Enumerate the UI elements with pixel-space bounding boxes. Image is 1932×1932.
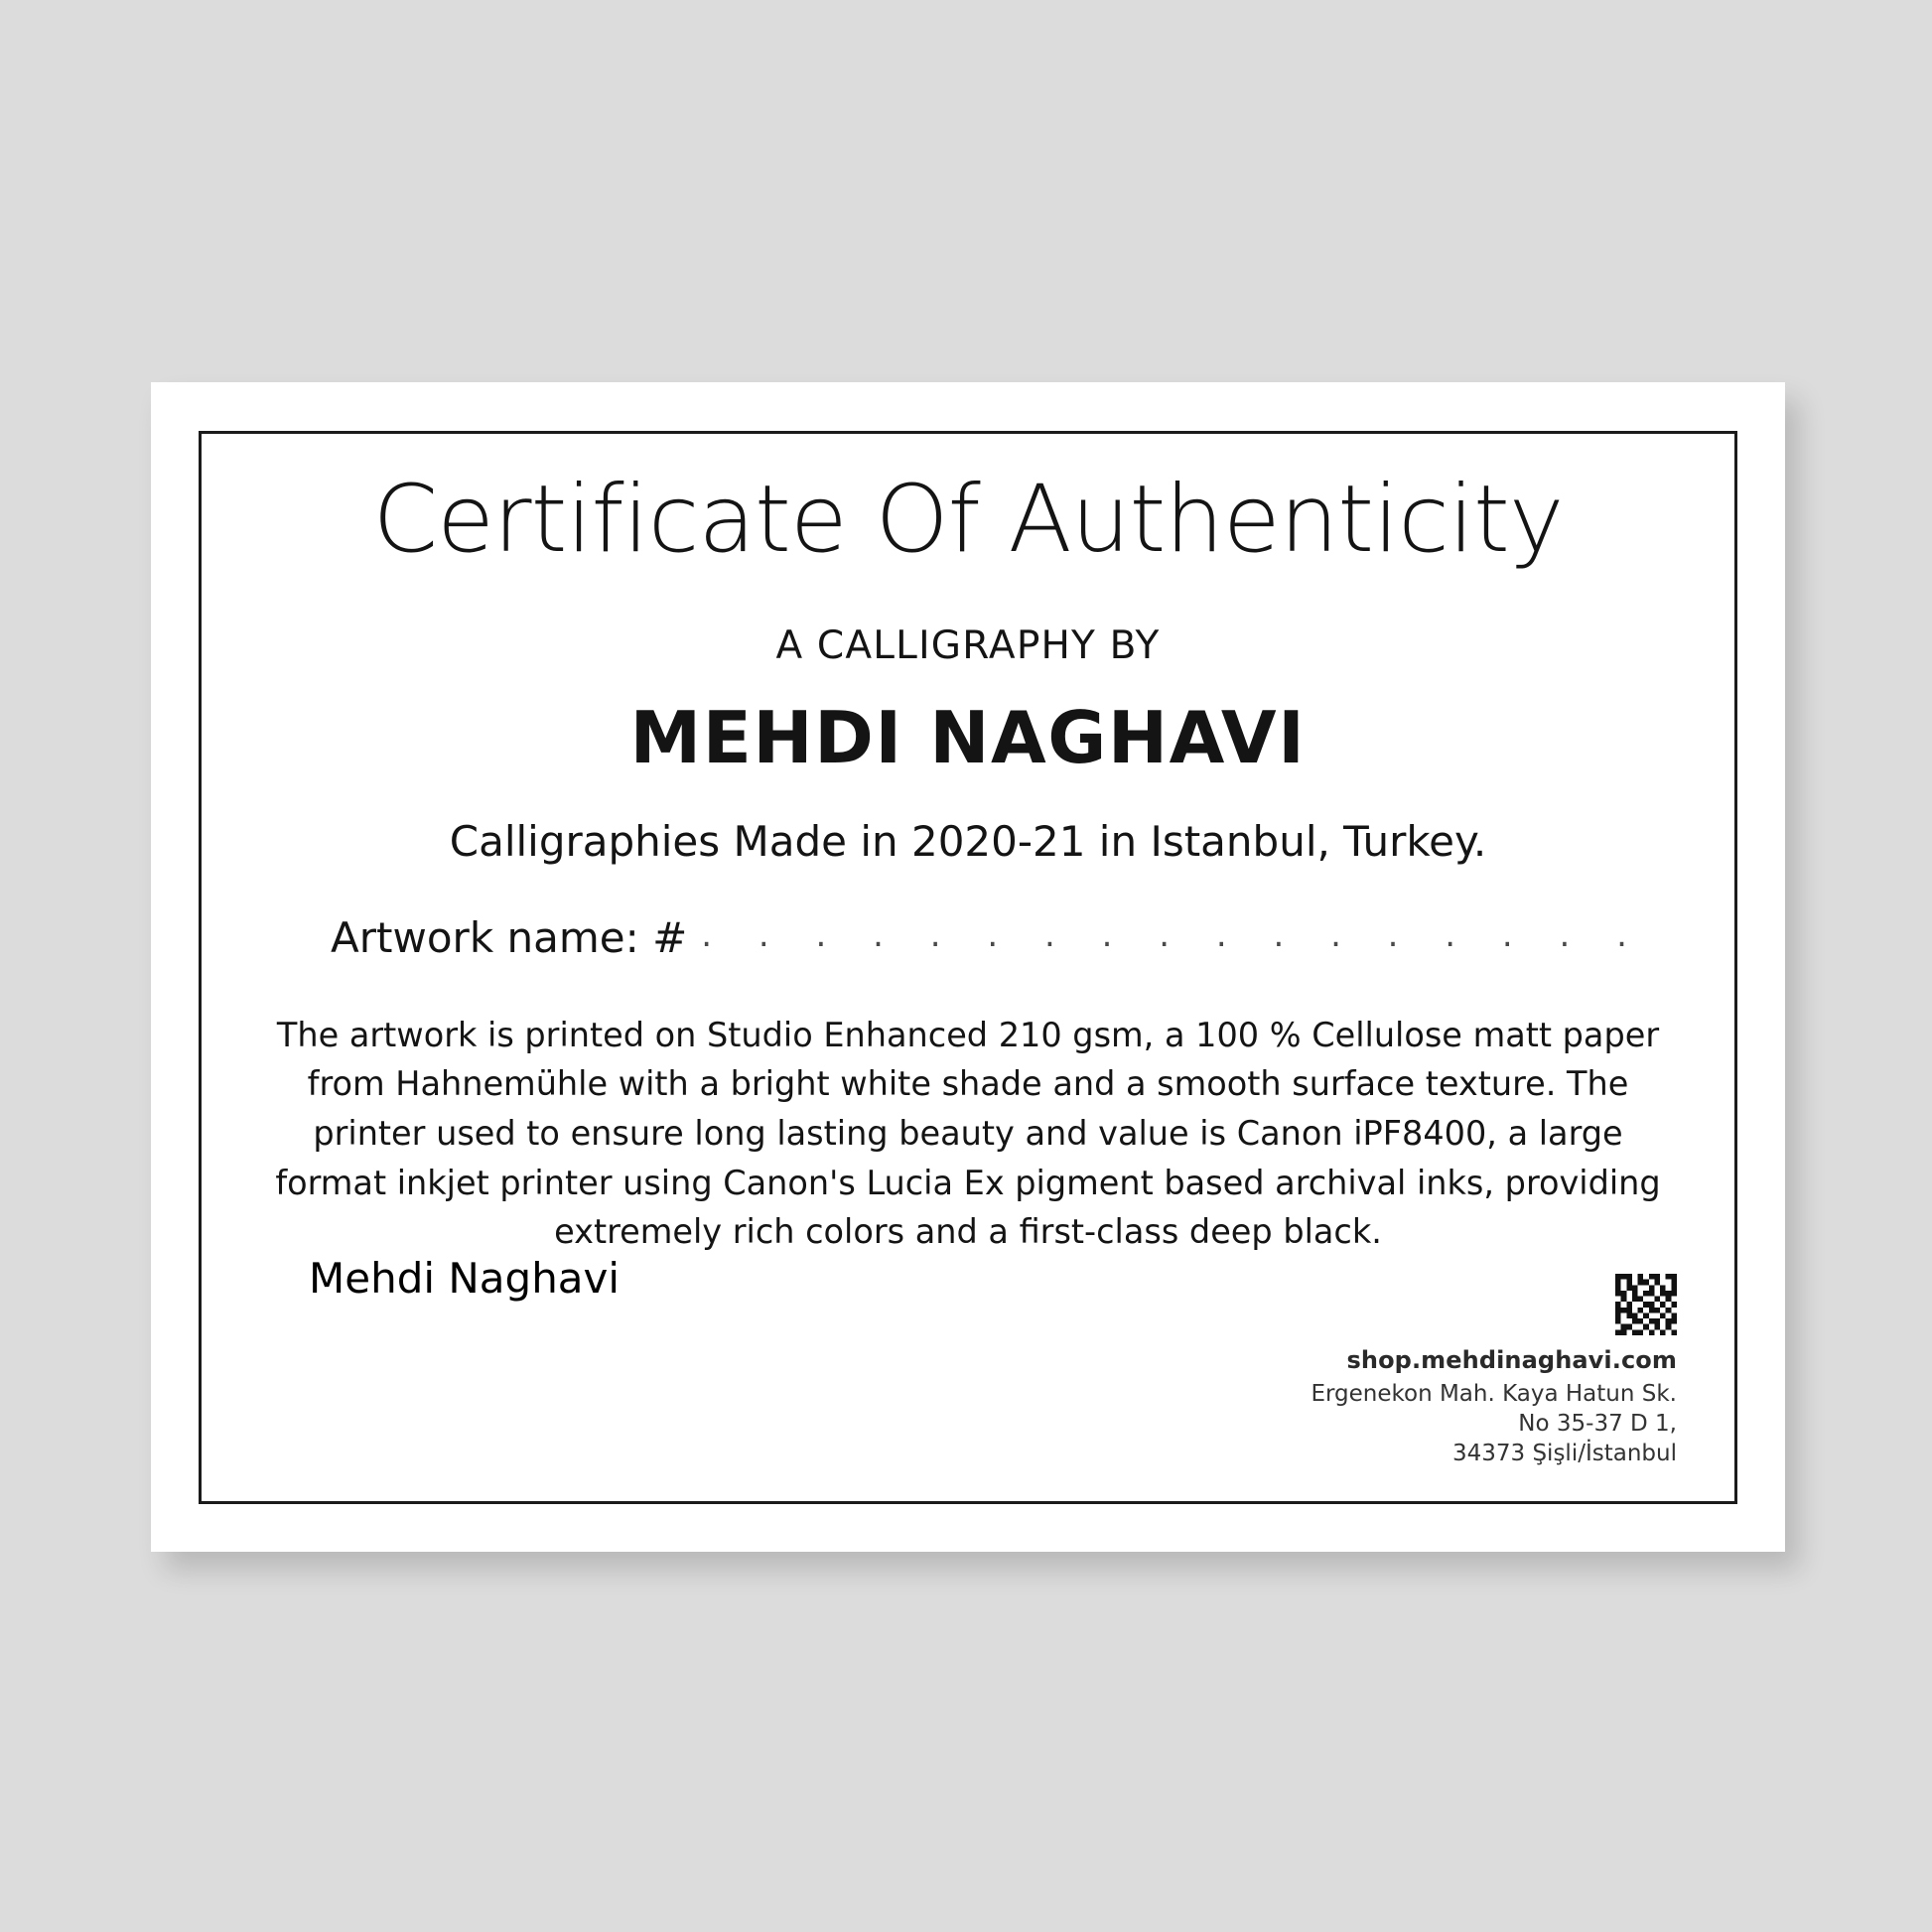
artwork-name-label: Artwork name: # — [331, 912, 688, 962]
artist-name: MEHDI NAGHAVI — [629, 695, 1307, 779]
artwork-name-row — [257, 912, 1679, 962]
artwork-name-blank-line: . . . . . . . . . . . . . . . . . — [701, 914, 1645, 955]
certificate-description: The artwork is printed on Studio Enhanced 210 gsm, a 100 % Cellulose matt paper from Hahnemühle with a bright white shade and a smooth surface texture. The printer used to ensure long lasting beauty and value is Canon iPF8400, a large format inkjet printer using Canon's Lucia Ex pigment based archival inks, providing extremely rich colors and a first-class deep black. — [275, 1015, 1661, 1252]
address-line-2: No 35-37 D 1, — [1518, 1411, 1677, 1438]
certificate-card — [151, 382, 1785, 1552]
certificate-title: Certificate Of Authenticity — [372, 466, 1564, 574]
address-line-3: 34373 Şişli/İstanbul — [1451, 1441, 1677, 1467]
footer-block — [1311, 1274, 1677, 1469]
website-link[interactable]: shop.mehdinaghavi.com — [1346, 1346, 1677, 1375]
qr-code-icon — [1615, 1274, 1677, 1335]
address-block — [1311, 1380, 1677, 1469]
signature-name: Mehdi Naghavi — [309, 1254, 621, 1303]
production-info: Calligraphies Made in 2020-21 in Istanbul, Turkey. — [449, 816, 1487, 866]
certificate-subtitle: A CALLIGRAPHY BY — [775, 622, 1161, 668]
address-line-1: Ergenekon Mah. Kaya Hatun Sk. — [1311, 1381, 1677, 1408]
certificate-border — [199, 431, 1737, 1504]
